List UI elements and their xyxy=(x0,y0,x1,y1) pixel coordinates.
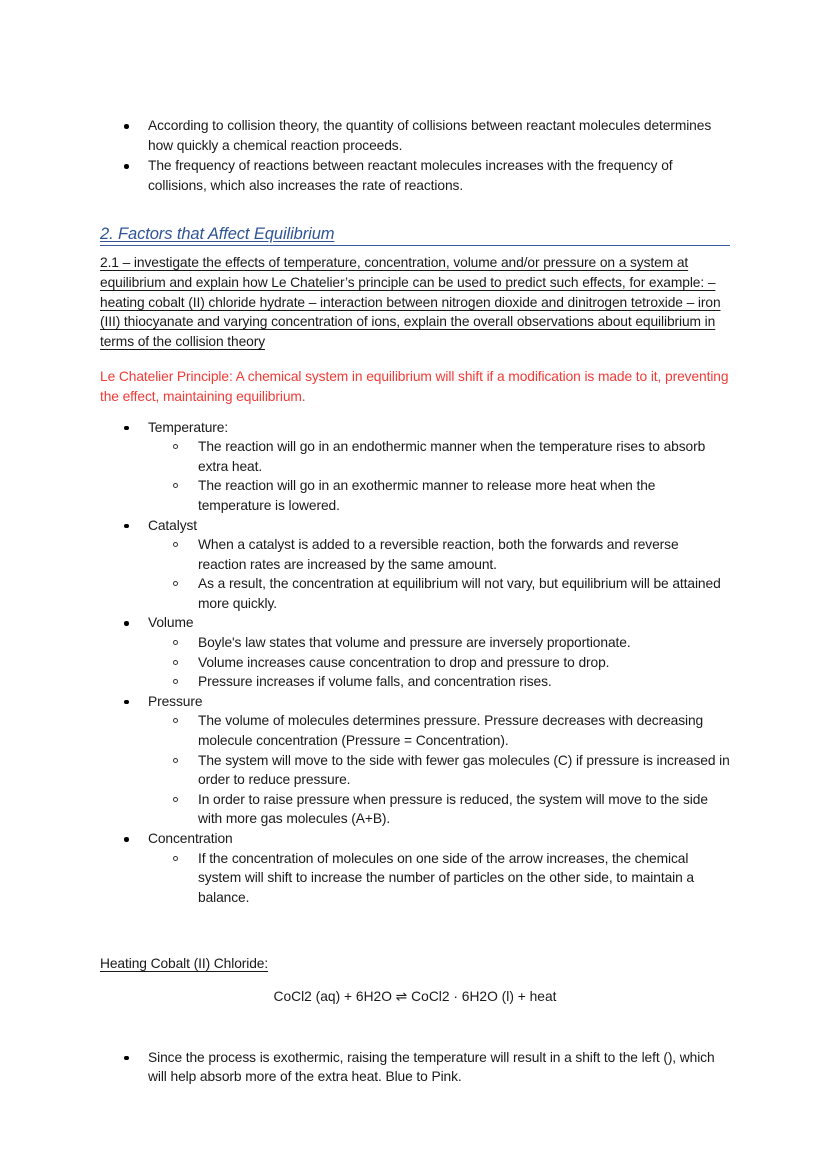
bullet-icon xyxy=(124,124,129,129)
intro-bullet-text: The frequency of reactions between reactant molecules increases with the frequency of collisions, which also increases the rate of reactions. xyxy=(148,158,673,193)
intro-bullet-text: According to collision theory, the quantity of collisions between reactant molecules determines how quickly a chemical reaction proceeds. xyxy=(148,118,712,153)
factor-point-row xyxy=(100,535,730,574)
syllabus-paragraph: 2.1 – investigate the effects of temperature, concentration, volume and/or pressure on a system at equilibrium and explain how Le Chatelier’s principle can be used to predict such effects, for example: – heating cobalt (II) chloride hydrate – interaction between nitrogen dioxide and dinitrogen tetroxide – iron (III) thiocyanate and varying concentration of ions, explain the overall observations about equilibrium in terms of the collision theory xyxy=(100,255,721,349)
factor-point-row xyxy=(100,476,730,515)
section-heading xyxy=(100,225,730,246)
list-item xyxy=(100,156,730,195)
factor-point-row xyxy=(100,633,730,653)
factor-point-text: Boyle's law states that volume and pressure are inversely proportionate. xyxy=(198,635,631,651)
bullet-icon xyxy=(124,837,129,842)
list-item xyxy=(100,1048,730,1087)
factor-point-text: The reaction will go in an exothermic manner to release more heat when the temperature is lowered. xyxy=(198,478,656,513)
list-item xyxy=(100,116,730,155)
principle-paragraph: Le Chatelier Principle: A chemical system in equilibrium will shift if a modification is made to it, preventing the effect, maintaining equilibrium. xyxy=(100,369,729,404)
bullet-icon xyxy=(124,621,129,626)
factor-point-row xyxy=(100,653,730,673)
intro-bullet-list xyxy=(100,116,730,195)
circle-bullet-icon xyxy=(173,581,178,586)
factor-label: Temperature: xyxy=(148,419,229,435)
section-heading-text: 2. Factors that Affect Equilibrium xyxy=(100,225,335,244)
circle-bullet-icon xyxy=(173,797,178,802)
factor-label: Volume xyxy=(148,615,194,631)
circle-bullet-icon xyxy=(173,640,178,645)
factor-label-row xyxy=(100,418,730,438)
factor-point-text: As a result, the concentration at equilibrium will not vary, but equilibrium will be attained more quickly. xyxy=(198,576,721,611)
bullet-icon xyxy=(124,524,129,529)
factor-point-row xyxy=(100,711,730,750)
circle-bullet-icon xyxy=(173,679,178,684)
closing-bullet-text: Since the process is exothermic, raising the temperature will result in a shift to the left (), which will help absorb more of the extra heat. Blue to Pink. xyxy=(148,1049,715,1085)
circle-bullet-icon xyxy=(173,758,178,763)
factor-label: Concentration xyxy=(148,831,233,846)
factor-point-text: Volume increases cause concentration to drop and pressure to drop. xyxy=(198,654,610,670)
factor-label: Catalyst xyxy=(148,517,198,533)
factor-point-row xyxy=(100,672,730,692)
factor-label: Pressure xyxy=(148,693,203,709)
circle-bullet-icon xyxy=(173,660,178,665)
circle-bullet-icon xyxy=(173,856,178,861)
bullet-icon xyxy=(124,700,129,705)
cobalt-subheading: Heating Cobalt (II) Chloride: xyxy=(100,956,269,972)
circle-bullet-icon xyxy=(173,483,178,488)
factor-point-text: When a catalyst is added to a reversible reaction, both the forwards and reverse reaction rates are increased by the same amount. xyxy=(198,537,679,572)
factor-point-text: The reaction will go in an endothermic manner when the temperature rises to absorb extra heat. xyxy=(198,439,706,474)
factor-point-row xyxy=(100,790,730,829)
factor-point-text: In order to raise pressure when pressure is reduced, the system will move to the side with more gas molecules (A+B). xyxy=(198,791,708,827)
factor-label-row xyxy=(100,692,730,712)
factor-label-row xyxy=(100,829,730,849)
factor-point-text: The volume of molecules determines pressure. Pressure decreases with decreasing molecule concentration (Pressure = Concentration). xyxy=(198,713,704,749)
factor-point-text: Pressure increases if volume falls, and concentration rises. xyxy=(198,674,552,690)
bullet-icon xyxy=(124,426,129,431)
bullet-icon xyxy=(124,1056,129,1061)
factors-list xyxy=(100,418,730,908)
bullet-icon xyxy=(124,164,129,169)
factor-point-row xyxy=(100,574,730,613)
factor-label-row xyxy=(100,613,730,633)
factor-point-row xyxy=(100,849,730,908)
circle-bullet-icon xyxy=(173,542,178,547)
factor-point-row xyxy=(100,437,730,476)
circle-bullet-icon xyxy=(173,718,178,723)
factor-label-row xyxy=(100,516,730,536)
factor-point-text: The system will move to the side with fewer gas molecules (C) if pressure is increased in order to reduce pressure. xyxy=(198,752,730,788)
factor-point-row xyxy=(100,751,730,790)
circle-bullet-icon xyxy=(173,444,178,449)
chemical-equation: CoCl2 (aq) + 6H2O ⇌ CoCl2 · 6H2O (l) + heat xyxy=(273,988,557,1004)
factor-point-text: If the concentration of molecules on one side of the arrow increases, the chemical system will shift to increase the number of particles on the other side, to maintain a balance. xyxy=(198,850,694,905)
closing-bullet-list xyxy=(100,1048,730,1087)
